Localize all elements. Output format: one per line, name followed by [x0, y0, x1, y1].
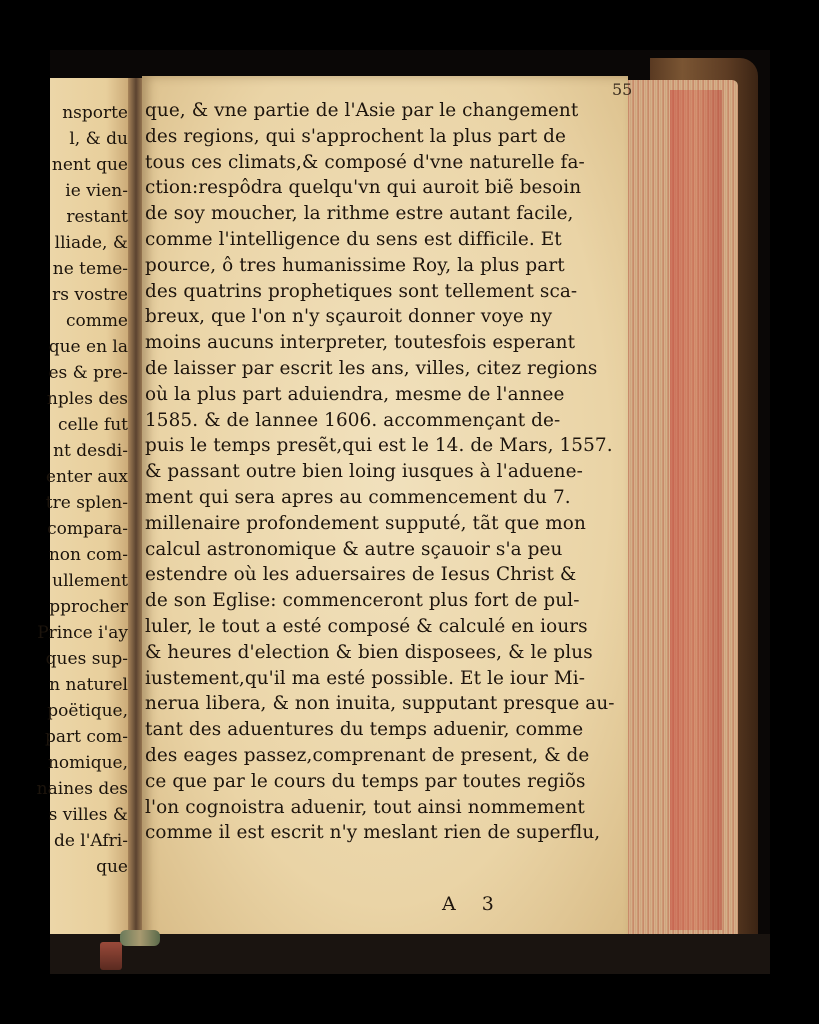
text-line: que, & vne partie de l'Asie par le changement [145, 100, 579, 121]
right-page [142, 76, 633, 942]
text-line: comme [65, 311, 128, 331]
text-line: Prince i'ay [37, 623, 128, 643]
text-line: où la plus part aduiendra, mesme de l'annee [145, 383, 565, 405]
text-line: & heures d'election & bien disposees, & le plus [145, 641, 593, 663]
text-line: luler, le tout a esté composé & calculé en iours [145, 615, 588, 637]
text-line: rs vostre [52, 285, 128, 305]
text-line: pprocher [49, 597, 128, 617]
text-line: ment qui sera apres au commencement du 7. [145, 486, 571, 508]
text-line: nples des [46, 389, 128, 409]
text-line: ie vien- [65, 181, 128, 201]
text-line: naines des [36, 779, 128, 799]
text-line: n naturel [49, 675, 128, 695]
red-edge-stain [670, 90, 722, 930]
text-line: tre splen- [45, 493, 128, 513]
text-line: nt desdi- [53, 441, 128, 461]
text-line: des eages passez,comprenant de present, & de [145, 744, 590, 766]
text-line: ce que par le cours du temps par toutes regiõs [145, 770, 586, 792]
text-line: pource, ô tres humanissime Roy, la plus part [145, 254, 565, 276]
text-line: part com- [45, 727, 128, 747]
text-line: nsporte [62, 103, 128, 123]
bookmark-ribbon [120, 930, 160, 946]
text-line: restant [66, 207, 128, 227]
left-page-text [37, 100, 128, 880]
text-line: calcul astronomique & autre sçauoir s'a peu [145, 538, 563, 560]
text-line: que [96, 857, 128, 877]
text-line: de son Eglise: commenceront plus fort de pul- [145, 590, 580, 612]
right-page-text [145, 98, 613, 846]
text-line: estendre où les aduersaires de Iesus Christ & [145, 564, 577, 586]
text-line: compara- [47, 519, 128, 539]
text-line: ne teme- [52, 259, 128, 279]
text-line: s villes & [48, 805, 128, 825]
text-line: iustement,qu'il ma esté possible. Et le iour Mi- [145, 667, 586, 689]
text-line: de soy moucher, la rithme estre autant facile, [145, 203, 574, 225]
text-line: ques sup- [45, 649, 128, 669]
text-line: des quatrins prophetiques sont tellement sca- [145, 280, 578, 302]
text-line: breux, que l'on n'y sçauroit donner voye ny [145, 306, 553, 328]
text-line: comme il est escrit n'y meslant rien de superflu, [145, 822, 601, 844]
text-line: nent que [51, 155, 128, 175]
text-line: enter aux [45, 467, 128, 487]
book-photograph [36, 50, 770, 974]
text-line: moins aucuns interpreter, toutesfois esperant [145, 332, 576, 354]
text-line: nomique, [47, 753, 128, 773]
bookmark-tassel [100, 942, 122, 970]
text-line: comme l'intelligence du sens est difficile. Et [145, 228, 562, 250]
text-line: & passant outre bien loing iusques à l'aduene- [145, 461, 583, 483]
text-line: l'on cognoistra aduenir, tout ainsi nommement [145, 796, 585, 818]
text-line: nerua libera, & non inuita, supputant presque au- [145, 693, 615, 715]
text-line: ullement [52, 571, 128, 591]
signature-mark: A 3 [442, 893, 504, 915]
text-line: poëtique, [47, 701, 128, 721]
text-line: tant des aduentures du temps aduenir, comme [145, 719, 584, 741]
text-line: ction:respôdra quelqu'vn qui auroit biẽ besoin [145, 177, 582, 199]
text-line: de l'Afri- [53, 831, 128, 851]
text-line: lliade, & [54, 233, 128, 253]
page-number: 55 [612, 80, 633, 99]
text-line: que en la [48, 337, 128, 357]
text-line: de laisser par escrit les ans, villes, citez regions [145, 357, 598, 379]
text-line: tous ces climats,& composé d'vne naturelle fa- [145, 151, 585, 173]
text-line: es & pre- [48, 363, 128, 383]
left-page [36, 78, 130, 958]
text-line: celle fut [58, 415, 128, 435]
text-line: non com- [48, 545, 128, 565]
text-line: puis le temps presẽt,qui est le 14. de Mars, 1557. [145, 435, 613, 457]
text-line: millenaire profondement supputé, tãt que mon [145, 512, 586, 534]
text-line: des regions, qui s'approchent la plus part de [145, 125, 567, 147]
text-line: l, & du [69, 129, 128, 149]
text-line: 1585. & de lannee 1606. accommençant de- [145, 409, 561, 431]
